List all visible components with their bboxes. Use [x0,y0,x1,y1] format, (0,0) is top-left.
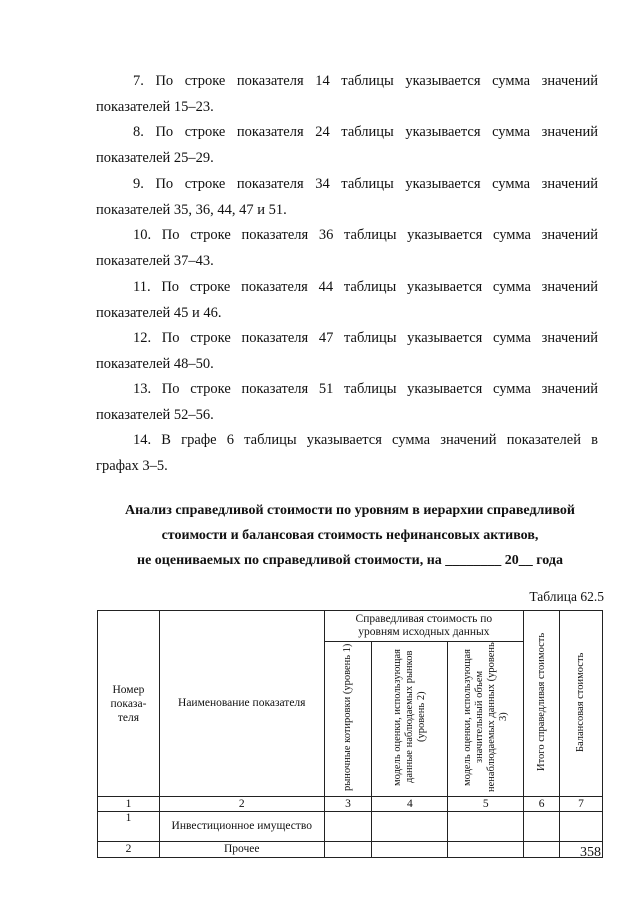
fair-value-table [97,610,603,858]
heading-line: не оцениваемых по справедливой стоимости, на ________ 20__ года [137,553,563,568]
paragraph-line: 9. По строке показателя 34 таблицы указывается сумма значений [133,176,598,192]
row-name: Прочее [159,842,324,858]
heading-line: Анализ справедливой стоимости по уровням в иерархии справедливой [125,503,575,518]
paragraph-line: показателей 48–50. [96,356,214,372]
table-row [98,842,603,858]
paragraph-item-7 [96,68,598,120]
empty-cell [560,812,603,842]
column-number: 3 [324,797,372,812]
header-level3: модель оценки, использующая значительный объем ненаблюдаемых данных (уровень 3) [461,642,509,792]
column-number: 4 [372,797,448,812]
empty-cell [324,842,372,858]
column-number: 7 [560,797,603,812]
paragraph-item-9 [96,171,598,223]
empty-cell [372,812,448,842]
header-total-cell [524,611,560,797]
empty-cell [524,812,560,842]
header-balance-cell [560,611,603,797]
paragraph-item-13 [96,376,598,428]
header-name: Наименование показателя [159,611,324,797]
paragraph-line: показателей 37–43. [96,253,214,269]
paragraph-line: 14. В графе 6 таблицы указывается сумма значений показателей в [133,432,598,448]
header-number: Номер показа-теля [98,611,160,797]
header-level3-cell [448,642,524,797]
row-number: 1 [98,812,160,842]
paragraph-line: 13. По строке показателя 51 таблицы указывается сумма значений [133,381,598,397]
paragraph-line: 11. По строке показателя 44 таблицы указывается сумма значений [133,279,598,295]
paragraph-item-8 [96,119,598,171]
section-heading [96,498,604,573]
header-total: Итого справедливая стоимость [535,632,547,771]
paragraph-line: показателей 35, 36, 44, 47 и 51. [96,202,287,218]
paragraph-line: 7. По строке показателя 14 таблицы указывается сумма значений [133,73,598,89]
column-number: 5 [448,797,524,812]
page-number: 358 [580,845,601,860]
paragraph-item-10 [96,222,598,274]
table-caption: Таблица 62.5 [529,589,604,604]
empty-cell [324,812,372,842]
paragraph-item-14 [96,427,598,479]
heading-line: стоимости и балансовая стоимость нефинансовых активов, [161,528,539,543]
empty-cell [448,812,524,842]
paragraph-line: показателей 15–23. [96,99,214,115]
empty-cell [448,842,524,858]
header-level2: модель оценки, использующая данные наблюдаемых рынков (уровень 2) [391,648,427,786]
paragraph-line: показателей 45 и 46. [96,305,222,321]
paragraph-line: показателей 25–29. [96,150,214,166]
paragraph-line: показателей 52–56. [96,407,214,423]
column-number: 6 [524,797,560,812]
column-number: 2 [159,797,324,812]
column-number-row [98,797,603,812]
header-level1: рыночные котировки (уровень 1) [342,643,353,791]
table-row [98,812,603,842]
header-level2-cell [372,642,448,797]
empty-cell [524,842,560,858]
row-number: 2 [98,842,160,858]
paragraph-line: 10. По строке показателя 36 таблицы указывается сумма значений [133,227,598,243]
header-fair-value-levels: Справедливая стоимость по уровням исходных данных [324,611,524,642]
column-number: 1 [98,797,160,812]
paragraph-item-12 [96,325,598,377]
paragraph-line: 12. По строке показателя 47 таблицы указывается сумма значений [133,330,598,346]
paragraph-line: 8. По строке показателя 24 таблицы указывается сумма значений [133,124,598,140]
header-balance: Балансовая стоимость [575,651,587,752]
paragraph-item-11 [96,274,598,326]
header-level1-cell [324,642,372,797]
empty-cell [372,842,448,858]
paragraph-line: графах 3–5. [96,458,168,474]
row-name: Инвестиционное имущество [159,812,324,842]
